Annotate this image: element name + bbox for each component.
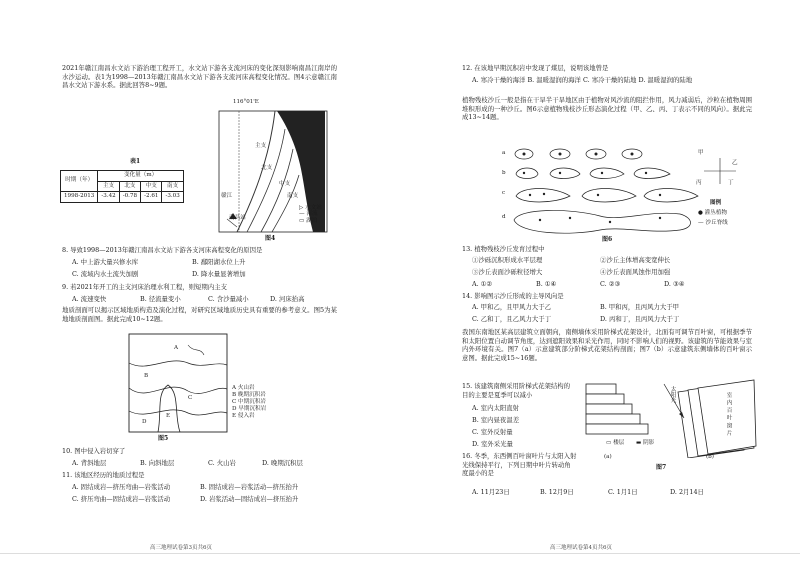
table1-title: 表1 xyxy=(130,158,141,165)
question-16: 16. 冬季，东西侧百叶窗叶片与太阳入射光线保持平行，下列日期中叶片转动角度最小的是 xyxy=(462,452,577,478)
fig4-legend xyxy=(299,205,322,224)
fig6-legend-title: 图例 xyxy=(710,200,722,206)
intro-passage-3: 植物残枝沙丘一般是指在干旱半干旱地区由于植物对风沙流的阻拦作用，风力减弱后，沙粒在植物周围堆积形成的一种沙丘。图6示意植物残枝沙丘形态演化过程（甲、乙、丙、丁表示不同的风向）。据此完成13~14题。 xyxy=(462,96,752,122)
q9-option-a[interactable]: A. 流速变快 xyxy=(72,295,107,303)
q13-option-c[interactable]: C. ②③ xyxy=(600,280,621,288)
table1-col-middle: 中支 xyxy=(141,181,162,192)
fig6-wind-yi: 乙 xyxy=(732,160,738,166)
q10-option-b[interactable]: B. 向斜地层 xyxy=(140,459,175,467)
fig6-legend-ridge: — 沙丘脊线 xyxy=(698,220,728,226)
question-13: 13. 植物残枝沙丘发育过程中 xyxy=(462,245,545,253)
q11-option-c[interactable]: C. 挤压弯曲—固结成岩—岩浆活动 xyxy=(72,495,171,503)
question-12: 12. 在该地早期沉积岩中发现了煤层，说明该地曾是 xyxy=(462,64,609,72)
fig4-label-station: 南昌站 xyxy=(229,215,246,221)
q8-option-a[interactable]: A. 中上游大量兴修水库 xyxy=(72,258,139,266)
q8-option-d[interactable]: D. 降水量显著增加 xyxy=(192,270,246,278)
table1-col-south: 南支 xyxy=(162,181,183,192)
figure-7-building xyxy=(578,378,758,473)
question-11: 11. 该地区经历的地质过程是 xyxy=(62,471,145,479)
fig5-letter-b: B xyxy=(144,373,149,379)
fig5-legend-e: E 侵入岩 xyxy=(232,412,255,419)
fig6-row-c: c xyxy=(502,190,506,196)
q15-option-b[interactable]: B. 室内昼夜温差 xyxy=(472,416,520,424)
figure-5-profile xyxy=(128,333,288,445)
fig5-letter-d: D xyxy=(142,419,147,425)
q14-option-d[interactable]: D. 丙和丁，且丙风力大于丁 xyxy=(600,315,680,323)
q13-statement-4: ④沙丘表面风蚀作用加强 xyxy=(600,268,671,276)
q16-option-b[interactable]: B. 12月9日 xyxy=(540,488,574,496)
fig7-legend-floor: ▭ 楼层 xyxy=(606,440,625,446)
q10-option-a[interactable]: A. 背斜地层 xyxy=(72,459,107,467)
q10-option-c[interactable]: C. 火山岩 xyxy=(208,459,236,467)
question-9: 9. 若2021年开工的主支河床治理水利工程，则短期内主支 xyxy=(62,283,227,291)
fig6-row-b: b xyxy=(502,170,506,176)
fig4-label-middle: 中支 xyxy=(279,181,291,187)
table1-value-main: -3.42 xyxy=(98,192,119,203)
table1-col-north: 北支 xyxy=(119,181,140,192)
intro-passage-1: 2021年赣江南昌水文站下游治理工程开工，水文站下游各支流河床的变化深刻影响南昌江南岸的水沙运动。表1为1998—2013年赣江南昌水文站下游各支流河床高程变化情况。图4示意赣江南昌水文站下游水系。据此回答8~9题。 xyxy=(62,64,337,90)
figure-4-map xyxy=(217,99,329,242)
q11-option-b[interactable]: B. 固结成岩—岩浆活动—挤压抬升 xyxy=(200,483,299,491)
scan-edge-line xyxy=(0,553,800,554)
q10-option-d[interactable]: D. 晚期沉积层 xyxy=(262,459,303,467)
fig7-sunlight-label: 太阳光 xyxy=(669,386,676,403)
fig5-legend-c: C 中期沉积岩 xyxy=(232,398,267,405)
fig5-letter-e: E xyxy=(166,413,171,419)
fig4-legend-station: ▷ 水文站 xyxy=(299,205,322,211)
table1-value-north: -0.78 xyxy=(119,192,140,203)
fig6-legend-shrub: ● 灌丛植物 xyxy=(698,210,728,216)
right-page-footer: 高三地理试卷第4页共6页 xyxy=(550,544,612,551)
question-10: 10. 图中侵入岩切穿了 xyxy=(62,447,126,455)
fig6-drawing xyxy=(510,148,710,238)
q9-option-d[interactable]: D. 河床抬高 xyxy=(270,295,305,303)
fig5-letter-a: A xyxy=(174,345,179,351)
q15-option-c[interactable]: C. 室外反射量 xyxy=(472,428,513,436)
table1-value-middle: -2.61 xyxy=(141,192,162,203)
q15-option-a[interactable]: A. 室内太阳直射 xyxy=(472,404,520,412)
fig4-label-south: 南支 xyxy=(287,193,299,199)
q13-statement-2: ②沙丘主体增高变宽伸长 xyxy=(600,256,671,264)
table1-period: 1998-2013 xyxy=(61,192,98,203)
fig5-legend-b: B 晚期沉积岩 xyxy=(232,391,266,398)
right-page xyxy=(400,0,800,566)
fig4-legend-lake: ▭ 湖泊 xyxy=(299,217,318,224)
fig5-legend-d: D 早期沉积岩 xyxy=(232,405,267,412)
table-1 xyxy=(60,170,184,203)
fig7-sub-b: (b) xyxy=(706,454,714,460)
fig5-caption: 图5 xyxy=(158,435,169,442)
q13-option-a[interactable]: A. ①② xyxy=(472,280,493,288)
q14-option-b[interactable]: B. 甲和丙，且丙风力大于甲 xyxy=(600,303,680,311)
fig4-longitude-label: 116°01'E xyxy=(233,99,259,105)
fig4-legend-river: — 河流 xyxy=(299,211,318,218)
fig4-caption: 图4 xyxy=(265,235,276,242)
fig7-legend-shade: ▬ 阴影 xyxy=(636,440,655,446)
q11-option-d[interactable]: D. 岩浆活动—固结成岩—挤压抬升 xyxy=(200,495,299,503)
fig5-legend-a: A 火山岩 xyxy=(232,385,255,391)
q9-option-b[interactable]: B. 径流量变小 xyxy=(140,295,181,303)
fig4-label-main: 主支 xyxy=(255,143,267,149)
q15-option-d[interactable]: D. 室外采光量 xyxy=(472,440,513,448)
q14-option-c[interactable]: C. 乙和丁，且乙风力大于丁 xyxy=(472,315,552,323)
question-14: 14. 影响图示沙丘形成的主导风向是 xyxy=(462,292,564,300)
intro-passage-4: 我国东南地区某高层建筑立面朝向，南侧墙体采用阶梯式花架设计，北面有可调节百叶窗，可根据季节和太阳位置自动调节角度，达到遮阳效果和采光作用，同时不影响人们的视野。该建筑的节能效果与室内外环境有关。图7（a）示意建筑部分阶梯式花架结构剖面；图7（b）示意建筑东侧墙体的百叶窗示意图。据此完成15~16题。 xyxy=(462,328,752,362)
q13-statement-3: ③沙丘表面沙砾粒径增大 xyxy=(472,268,543,276)
q16-option-c[interactable]: C. 1月1日 xyxy=(608,488,638,496)
fig6-caption: 图6 xyxy=(602,236,613,243)
table1-col-main: 主支 xyxy=(98,181,119,192)
figure-6-dunes xyxy=(462,148,752,246)
table1-change-header: 变化量（m） xyxy=(98,171,183,182)
fig6-row-a: a xyxy=(502,150,506,156)
fig6-row-d: d xyxy=(502,214,506,220)
q13-option-b[interactable]: B. ①④ xyxy=(536,280,557,288)
q8-option-b[interactable]: B. 鄱阳湖水位上升 xyxy=(192,258,246,266)
fig5-letter-c: C xyxy=(188,395,193,401)
left-page-footer: 高三地理试卷第3页共6页 xyxy=(150,544,212,551)
q13-statement-1: ①沙砾沉积形成水平层理 xyxy=(472,256,543,264)
fig7-caption: 图7 xyxy=(656,464,667,471)
fig6-wind-jia: 甲 xyxy=(698,150,704,156)
question-15: 15. 该建筑南侧采用阶梯式花架结构的目的主要是夏季可以减小 xyxy=(462,382,571,399)
q16-option-a[interactable]: A. 11月23日 xyxy=(472,488,510,496)
table1-value-south: -3.03 xyxy=(162,192,183,203)
q8-option-c[interactable]: C. 流域内水土流失加剧 xyxy=(72,270,139,278)
table1-period-header: 时期（年） xyxy=(61,171,98,192)
q14-option-a[interactable]: A. 甲和乙，且甲风力大于乙 xyxy=(472,303,551,311)
q9-option-c[interactable]: C. 含沙量减小 xyxy=(208,295,249,303)
intro-passage-2: 地质剖面可以揭示区域地质构造及演化过程，对研究区域地质历史具有重要的参考意义。图5为某地地质剖面图。据此完成10~12题。 xyxy=(62,306,337,323)
q13-option-d[interactable]: D. ③④ xyxy=(664,280,685,288)
fig7-blinds-label: 室内百叶窗片 xyxy=(725,392,732,438)
fig6-wind-bing: 丙 xyxy=(696,180,702,186)
fig4-label-north: 北支 xyxy=(261,165,273,171)
fig4-label-gan: 赣江 xyxy=(221,193,233,199)
q16-option-d[interactable]: D. 2月14日 xyxy=(670,488,704,496)
q11-option-a[interactable]: A. 固结成岩—挤压弯曲—岩浆活动 xyxy=(72,483,171,491)
fig7-sub-a: (a) xyxy=(604,454,612,460)
question-8: 8. 导致1998—2013年赣江南昌水文站下游各支河床高程变化的原因是 xyxy=(62,246,263,254)
fig6-wind-ding: 丁 xyxy=(728,180,734,186)
fig5-legend xyxy=(232,385,266,420)
q12-options[interactable]: A. 寒冷干燥的海洋 B. 温暖湿润的海洋 C. 寒冷干燥的陆地 D. 温暖湿润的陆地 xyxy=(472,76,693,84)
